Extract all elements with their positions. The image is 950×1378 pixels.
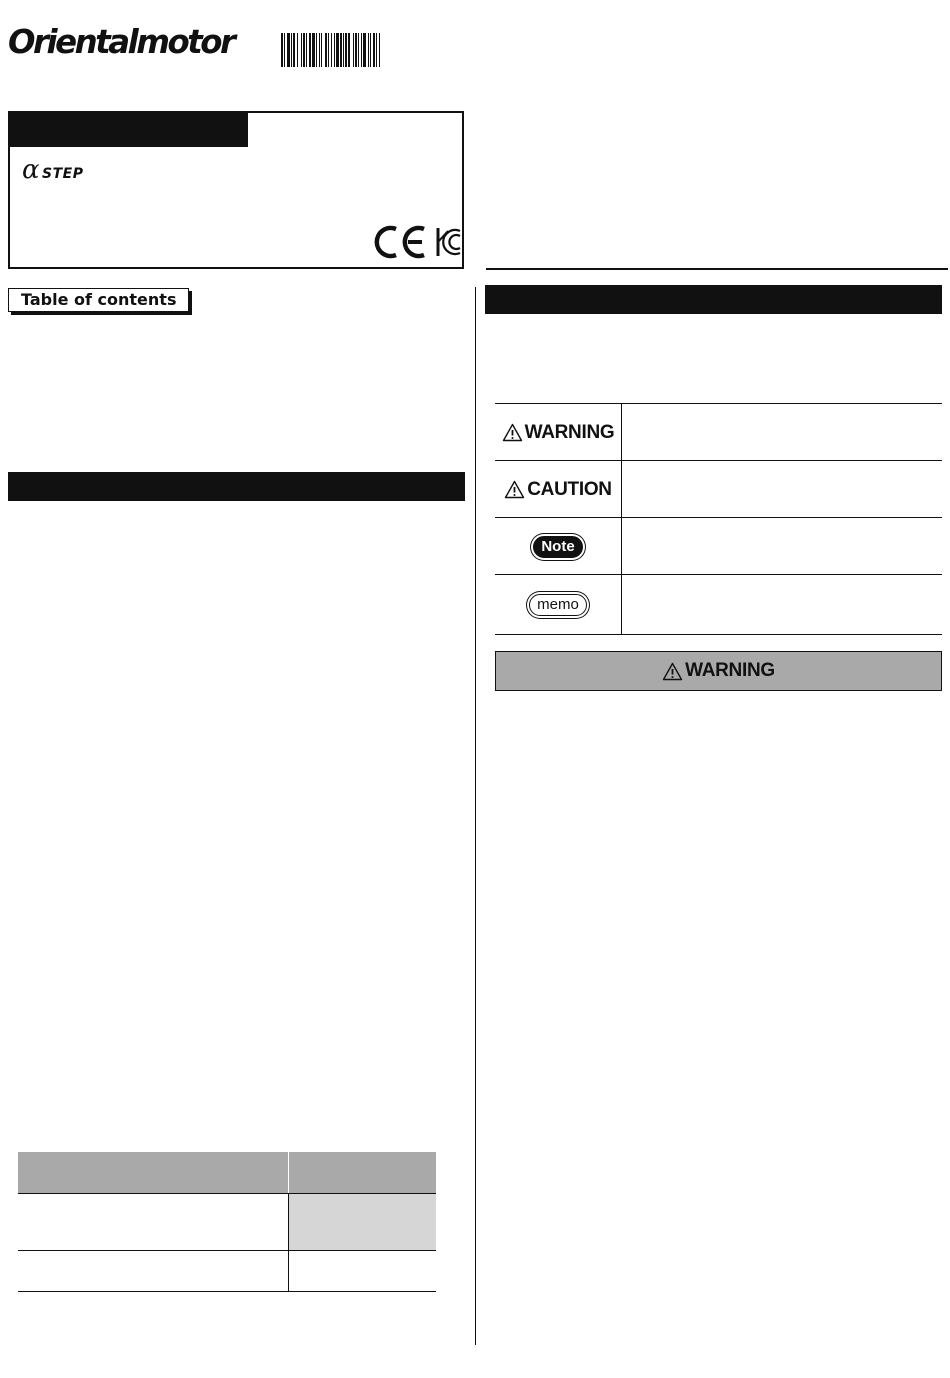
svg-text:α: α [22,157,40,183]
barcode-bar [379,33,380,67]
table-rule [18,1250,436,1251]
signal-cell [495,575,622,634]
warning-triangle-icon [662,662,683,681]
warning-triangle-icon [504,480,525,499]
barcode-bar [281,33,283,67]
signal-row-caution [495,460,942,518]
warning-banner-label: WARNING [685,660,775,681]
barcode-bar [321,33,322,67]
barcode-bar [343,33,344,67]
barcode-bar [291,33,292,67]
barcode-bar [376,33,377,67]
signal-word [662,660,775,682]
barcode-bar [336,33,339,67]
barcode-bar [284,33,285,67]
barcode-bar [355,33,357,67]
barcode-bar [319,33,320,67]
model-table [18,1152,436,1292]
warning-triangle-icon [502,423,523,442]
note-icon: Note [533,536,582,558]
table-rule [18,1291,436,1292]
barcode-bar [361,33,362,67]
signal-word [504,479,611,501]
signal-row-memo [495,574,942,635]
warning-banner [495,651,942,691]
barcode-bar [340,33,342,67]
oriental-motor-logo: Orientalmotor [8,22,234,61]
warning-label: WARNING [524,421,615,443]
signal-row-note [495,517,942,575]
barcode-bar [334,33,335,67]
barcode-bar [348,33,350,67]
barcode-bar [309,33,311,67]
column-divider [475,287,476,1345]
caution-label: CAUTION [527,478,612,500]
section-header-bar [485,285,942,314]
table-divider [288,1193,289,1291]
barcode-bar [363,33,366,67]
product-header-bar [10,113,248,147]
barcode-bar [328,33,329,67]
ce-mark-icon [374,225,434,259]
signal-cell [495,518,622,575]
barcode-bar [312,33,315,67]
barcode-bar [303,33,305,67]
barcode-bar [353,33,354,67]
barcode-bar [316,33,317,67]
barcode-bar [373,33,375,67]
toc-label: Table of contents [8,288,189,312]
signal-row-warning [495,403,942,461]
barcode-bar [368,33,369,67]
signal-word [502,422,615,444]
signal-word-table [495,403,942,634]
section-header-bar [8,472,465,501]
barcode-bar [306,33,307,67]
product-box [8,111,464,269]
barcode-bar [358,33,359,67]
table-cell-shaded [289,1194,436,1250]
barcode-bar [287,33,290,67]
signal-cell [495,461,622,518]
barcode-bar [370,33,371,67]
table-header [18,1152,436,1193]
barcode-bar [301,33,302,67]
barcode-bar [345,33,347,67]
memo-icon: memo [529,594,587,616]
barcode-bar [325,33,327,67]
svg-text:STEP: STEP [42,166,84,182]
barcode [281,33,439,67]
right-top-rule [486,268,948,270]
alphastep-logo [20,157,110,183]
barcode-bar [297,33,298,67]
barcode-bar [331,33,332,67]
barcode-bar [293,33,295,67]
kc-mark-icon [434,225,462,259]
table-divider [288,1152,289,1193]
signal-cell [495,404,622,461]
